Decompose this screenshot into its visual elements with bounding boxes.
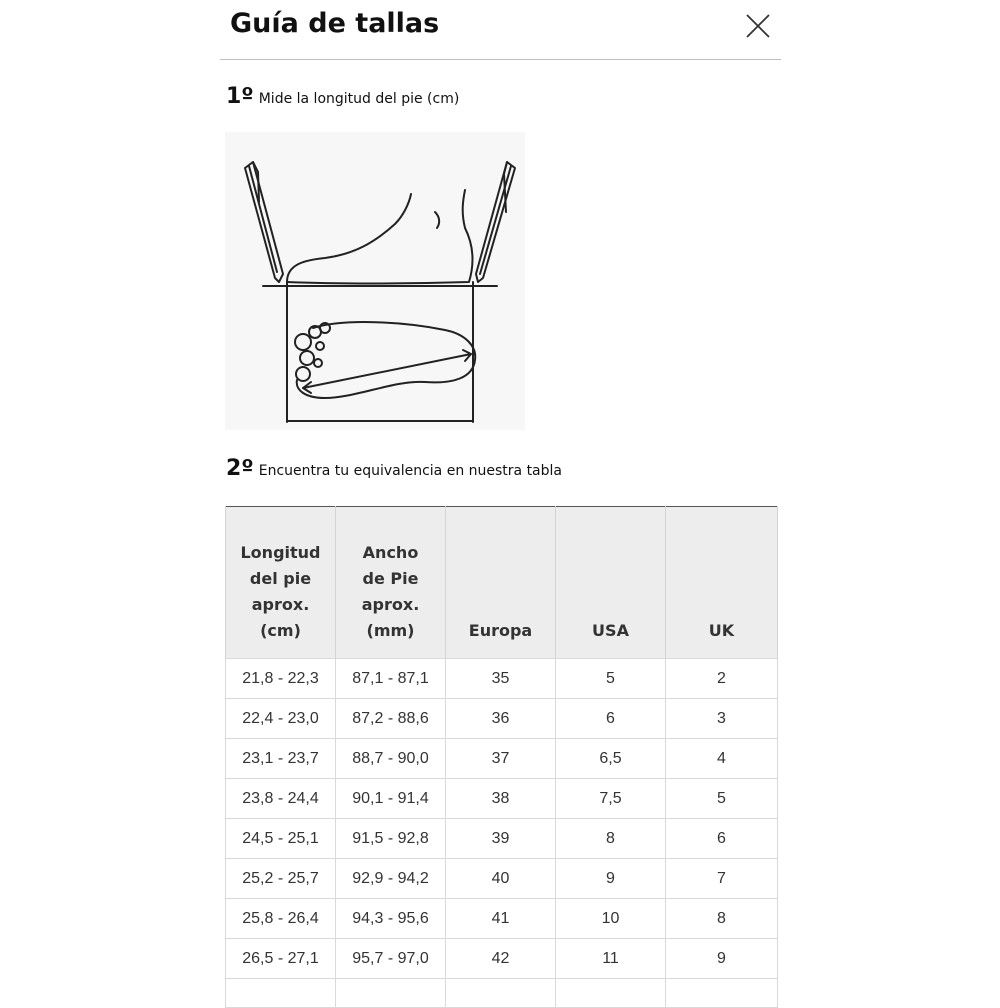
cell-uk: 3 [666,699,778,739]
cell-foot-width: 92,9 - 94,2 [336,859,446,899]
table-row [226,739,778,779]
cell-usa: 11 [556,939,666,979]
step-2-number: 2º [226,456,254,481]
cell-europe: 35 [446,659,556,699]
cell-uk: 2 [666,659,778,699]
cell-europe: 39 [446,819,556,859]
cell-foot-width: 91,5 - 92,8 [336,819,446,859]
empty-cell [226,979,336,1008]
cell-europe: 37 [446,739,556,779]
cell-foot-width: 90,1 - 91,4 [336,779,446,819]
cell-foot-width: 87,2 - 88,6 [336,699,446,739]
cell-foot-width: 94,3 - 95,6 [336,899,446,939]
empty-cell [666,979,778,1008]
table-row [226,859,778,899]
cell-europe: 41 [446,899,556,939]
step-1-instruction [226,84,459,109]
cell-europe: 42 [446,939,556,979]
cell-europe: 36 [446,699,556,739]
cell-usa: 8 [556,819,666,859]
cell-foot-length: 22,4 - 23,0 [226,699,336,739]
table-row [226,659,778,699]
step-2-text: Encuentra tu equivalencia en nuestra tabla [258,463,562,479]
cell-foot-width: 87,1 - 87,1 [336,659,446,699]
cell-foot-length: 23,1 - 23,7 [226,739,336,779]
cell-uk: 8 [666,899,778,939]
foot-measurement-illustration [225,132,525,430]
step-2-instruction [226,456,562,481]
empty-cell [336,979,446,1008]
cell-usa: 5 [556,659,666,699]
cell-foot-length: 25,2 - 25,7 [226,859,336,899]
modal-title: Guía de tallas [230,8,440,39]
table-row [226,939,778,979]
close-button[interactable] [744,12,772,40]
title-divider [220,59,781,60]
table-row [226,899,778,939]
table-empty-row [226,979,778,1008]
cell-foot-length: 21,8 - 22,3 [226,659,336,699]
cell-usa: 7,5 [556,779,666,819]
size-guide-modal [220,0,781,1000]
header-foot-width: Ancho de Pie aprox. (mm) [336,507,446,659]
cell-foot-length: 24,5 - 25,1 [226,819,336,859]
cell-europe: 40 [446,859,556,899]
cell-foot-length: 26,5 - 27,1 [226,939,336,979]
cell-foot-length: 23,8 - 24,4 [226,779,336,819]
table-row [226,779,778,819]
table-row [226,819,778,859]
cell-usa: 10 [556,899,666,939]
cell-europe: 38 [446,779,556,819]
cell-usa: 6 [556,699,666,739]
cell-uk: 6 [666,819,778,859]
table-row [226,699,778,739]
cell-foot-length: 25,8 - 26,4 [226,899,336,939]
cell-uk: 7 [666,859,778,899]
header-foot-length: Longitud del pie aprox. (cm) [226,507,336,659]
cell-uk: 5 [666,779,778,819]
step-1-text: Mide la longitud del pie (cm) [258,91,460,107]
header-uk: UK [666,507,778,659]
step-1-number: 1º [226,84,254,109]
cell-usa: 6,5 [556,739,666,779]
header-europe: Europa [446,507,556,659]
foot-measure-icon [225,132,525,430]
cell-usa: 9 [556,859,666,899]
header-usa: USA [556,507,666,659]
cell-uk: 9 [666,939,778,979]
cell-foot-width: 88,7 - 90,0 [336,739,446,779]
empty-cell [446,979,556,1008]
empty-cell [556,979,666,1008]
table-header-row [226,507,778,659]
cell-foot-width: 95,7 - 97,0 [336,939,446,979]
close-icon [744,12,772,40]
size-conversion-table [225,506,778,1008]
cell-uk: 4 [666,739,778,779]
